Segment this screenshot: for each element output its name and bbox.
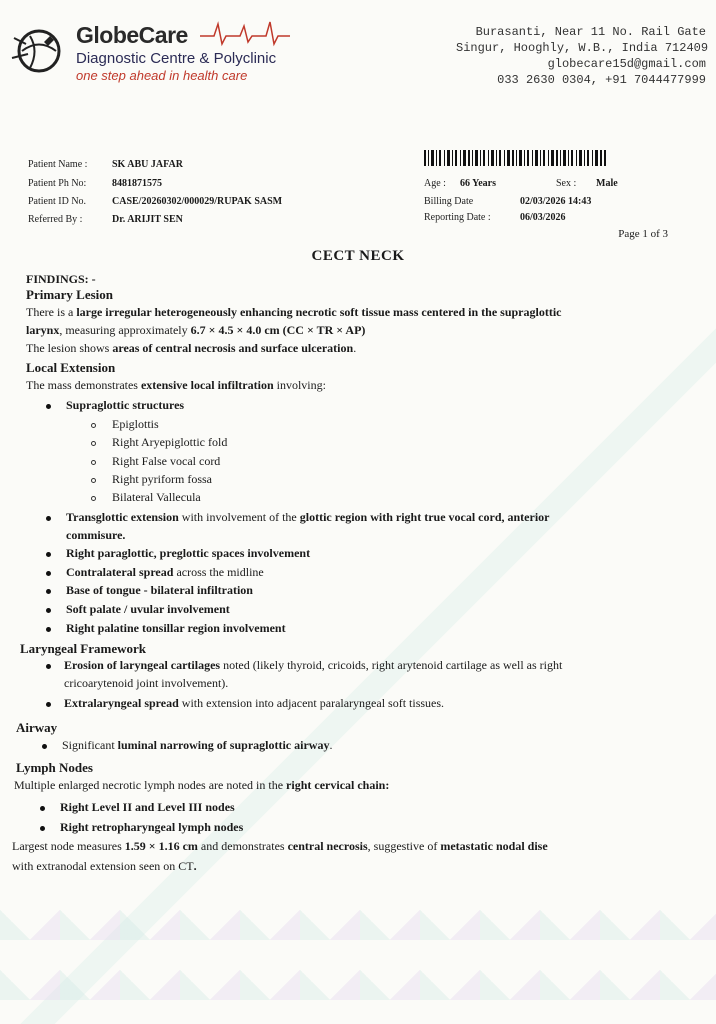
text-span: There is a xyxy=(26,305,77,319)
text-span: Transglottic extension xyxy=(66,510,179,524)
patient-id: CASE/20260302/000029/RUPAK SASM xyxy=(112,196,283,207)
sub-list-item: Right Aryepiglottic fold xyxy=(112,435,228,449)
sub-list-item: Bilateral Vallecula xyxy=(112,490,201,504)
local-extension-heading: Local Extension xyxy=(26,360,116,375)
text-span: The lesion shows xyxy=(26,341,113,355)
patient-id-label: Patient ID No. xyxy=(28,196,87,207)
list-item xyxy=(64,696,444,711)
list-item-continued: commisure. xyxy=(66,528,126,542)
text-span: areas of central necrosis and surface ulceration xyxy=(112,341,354,355)
lymph-intro xyxy=(14,778,389,793)
primary-line-2 xyxy=(26,323,365,338)
text-span: . xyxy=(353,341,357,355)
bullet-icon xyxy=(46,589,51,594)
list-item: Soft palate / uvular involvement xyxy=(66,602,230,616)
text-span: extensive local infiltration xyxy=(140,378,274,392)
billing-date-label: Billing Date xyxy=(424,196,474,207)
bullet-icon xyxy=(40,826,45,831)
text-span: central necrosis xyxy=(287,839,368,853)
text-span: Contralateral spread xyxy=(66,565,174,579)
text-span: Largest node measures xyxy=(12,839,125,853)
referred-by-label: Referred By : xyxy=(28,214,83,225)
patient-phone: 8481871575 xyxy=(112,178,162,189)
bullet-icon xyxy=(46,552,51,557)
text-span: with involvement of the xyxy=(178,510,300,524)
text-span: glottic region with right true vocal cord, anterior xyxy=(299,510,550,524)
bullet-icon xyxy=(46,571,51,576)
list-item: Right palatine tonsillar region involvement xyxy=(66,621,286,635)
age-value: 66 Years xyxy=(460,178,497,189)
text-span: Significant xyxy=(62,738,118,752)
circle-bullet-icon xyxy=(91,460,96,465)
text-span: 1.59 × 1.16 cm xyxy=(124,839,198,853)
bullet-icon xyxy=(40,806,45,811)
text-span: noted (likely thyroid, cricoids, right arytenoid cartilage as well as right xyxy=(220,658,563,672)
extranodal-line xyxy=(12,859,197,874)
bullet-icon xyxy=(46,702,51,707)
primary-lesion-heading: Primary Lesion xyxy=(26,287,114,302)
largest-node-line xyxy=(12,839,548,854)
text-span: Extralaryngeal spread xyxy=(64,696,179,710)
reporting-date-label: Reporting Date : xyxy=(424,212,491,223)
sub-list-item: Right pyriform fossa xyxy=(112,472,212,486)
text-span: 6.7 × 4.5 × 4.0 cm (CC × TR × AP) xyxy=(190,323,366,337)
text-span: with extranodal extension seen on CT xyxy=(12,859,194,873)
text-span: right cervical chain: xyxy=(286,778,390,792)
page-number: Page 1 of 3 xyxy=(618,228,668,240)
text-span: Right paraglottic, preglottic spaces xyxy=(66,546,245,560)
list-item: Right Level II and Level III nodes xyxy=(60,800,235,814)
text-span: Erosion of laryngeal cartilages xyxy=(64,658,221,672)
reporting-date: 06/03/2026 xyxy=(520,212,566,223)
text-span: , measuring approximately xyxy=(59,323,191,337)
bullet-icon xyxy=(46,627,51,632)
text-span: larynx xyxy=(26,323,60,337)
background-watermark xyxy=(0,880,716,1024)
bullet-icon xyxy=(46,608,51,613)
text-span: , suggestive of xyxy=(367,839,441,853)
list-item xyxy=(62,738,332,753)
list-item xyxy=(66,565,264,580)
patient-name-label: Patient Name : xyxy=(28,159,88,170)
barcode-icon xyxy=(424,150,606,166)
text-span: across the midline xyxy=(173,565,264,579)
bullet-icon xyxy=(42,744,47,749)
bullet-icon xyxy=(46,664,51,669)
age-label: Age : xyxy=(424,178,446,189)
sub-list-item: Right False vocal cord xyxy=(112,454,221,468)
list-item-continued: cricoarytenoid joint involvement). xyxy=(64,676,229,690)
address-line: globecare15d@gmail.com xyxy=(547,57,706,71)
brand-name: GlobeCare xyxy=(76,22,188,48)
billing-date: 02/03/2026 14:43 xyxy=(520,196,592,207)
address-line: Singur, Hooghly, W.B., India 712409 xyxy=(456,41,709,55)
globe-logo-icon xyxy=(8,18,70,80)
text-span: and demonstrates xyxy=(197,839,288,853)
ecg-line-icon xyxy=(200,18,290,48)
local-intro xyxy=(26,378,326,393)
sex-label: Sex : xyxy=(556,178,577,189)
circle-bullet-icon xyxy=(91,441,96,446)
circle-bullet-icon xyxy=(91,423,96,428)
text-span: metastatic nodal dise xyxy=(440,839,548,853)
circle-bullet-icon xyxy=(91,496,96,501)
primary-line-3 xyxy=(26,341,356,356)
primary-line-1 xyxy=(26,305,561,320)
list-item: Supraglottic structures xyxy=(66,398,185,412)
text-span: large irregular heterogeneously enhancing necrotic soft tissue mass centered in the supraglottic xyxy=(76,305,562,319)
list-item xyxy=(66,546,310,561)
bullet-icon xyxy=(46,516,51,521)
text-span: involvement xyxy=(244,546,311,560)
clinic-address xyxy=(456,24,709,88)
bullet-icon xyxy=(46,404,51,409)
referred-by: Dr. ARIJIT SEN xyxy=(112,214,183,225)
address-line: Burasanti, Near 11 No. Rail Gate xyxy=(475,25,706,39)
laryngeal-framework-heading: Laryngeal Framework xyxy=(20,641,147,656)
list-item xyxy=(66,510,550,525)
text-span: with extension into adjacent paralaryngeal soft tissues. xyxy=(178,696,445,710)
list-item: Base of tongue - bilateral infiltration xyxy=(66,583,253,597)
circle-bullet-icon xyxy=(91,478,96,483)
text-span: luminal narrowing of supraglottic airway xyxy=(117,738,330,752)
text-span: . xyxy=(329,738,333,752)
brand-tagline: one step ahead in health care xyxy=(76,68,248,83)
address-line: 033 2630 0304, +91 7044477999 xyxy=(497,73,706,87)
text-span: . xyxy=(193,859,197,873)
airway-heading: Airway xyxy=(16,720,58,735)
list-item: Right retropharyngeal lymph nodes xyxy=(60,820,244,834)
patient-name: SK ABU JAFAR xyxy=(112,159,183,170)
list-item xyxy=(64,658,562,673)
report-title: CECT NECK xyxy=(311,248,405,264)
text-span: involving: xyxy=(273,378,326,392)
sex-value: Male xyxy=(596,178,618,189)
text-span: The mass demonstrates xyxy=(26,378,141,392)
text-span: Multiple enlarged necrotic lymph nodes are noted in the xyxy=(14,778,287,792)
patient-phone-label: Patient Ph No: xyxy=(28,178,87,189)
lymph-nodes-heading: Lymph Nodes xyxy=(16,760,93,775)
sub-list-item: Epiglottis xyxy=(112,417,159,431)
findings-heading: FINDINGS: - xyxy=(26,272,96,286)
brand-subtitle: Diagnostic Centre & Polyclinic xyxy=(76,50,277,67)
